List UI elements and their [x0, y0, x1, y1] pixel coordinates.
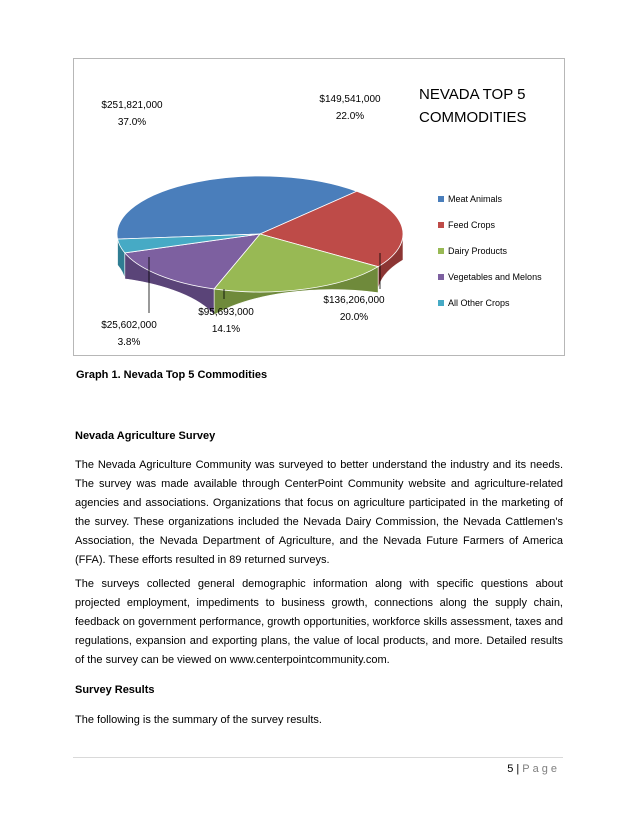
data-label-value-2: $149,541,000 — [319, 94, 381, 105]
section-heading-results: Survey Results — [75, 684, 155, 696]
data-label-percent-5: 3.8% — [117, 337, 141, 348]
legend-swatch-1 — [438, 196, 444, 202]
chart-title-line-2: COMMODITIES — [419, 109, 527, 126]
section-heading-survey: Nevada Agriculture Survey — [75, 430, 216, 442]
legend-label-3: Dairy Products — [448, 246, 508, 256]
data-label-percent-4: 14.1% — [211, 324, 241, 335]
results-paragraph: The following is the summary of the survey results. — [75, 714, 322, 726]
data-label-percent-2: 22.0% — [335, 111, 365, 122]
page-footer — [507, 763, 560, 775]
legend-swatch-5 — [438, 300, 444, 306]
legend-label-4: Vegetables and Melons — [448, 272, 542, 282]
legend-swatch-2 — [438, 222, 444, 228]
legend-swatch-4 — [438, 274, 444, 280]
data-label-value-3: $136,206,000 — [323, 295, 385, 306]
data-label-value-1: $251,821,000 — [101, 100, 163, 111]
survey-paragraph-2: The surveys collected general demographic information along with specific questions about projected employment, impediments to business growth, connections along the supply chain, feedback on government performance, growth opportunities, workforce skills assessment, taxes and regulations, expansion and exporting plans, the value of local products, and more. Detailed results of the survey can be viewed on www.centerpointcommunity.com. — [75, 578, 563, 666]
legend-swatch-3 — [438, 248, 444, 254]
data-label-percent-3: 20.0% — [339, 312, 369, 323]
legend-label-1: Meat Animals — [448, 194, 503, 204]
footer-rule — [73, 757, 563, 758]
pie-chart-frame — [73, 58, 565, 356]
survey-paragraph-1: The Nevada Agriculture Community was surveyed to better understand the industry and its needs. The survey was made available through CenterPoint Community website and agriculture-related agencies and associations. Organizations that focus on agriculture participated in the marketing of the survey. These organizations included the Nevada Dairy Commission, the Nevada Cattlemen's Association, the Nevada Department of Agriculture, and the Nevada Future Farmers of America (FFA). These efforts resulted in 89 returned surveys. — [75, 459, 563, 566]
page-word: Page — [522, 763, 560, 775]
legend-label-5: All Other Crops — [448, 298, 510, 308]
pie-chart — [74, 59, 564, 355]
footer-separator: | — [516, 763, 520, 775]
legend-label-2: Feed Crops — [448, 220, 496, 230]
page-number: 5 — [507, 763, 514, 775]
chart-title-line-1: NEVADA TOP 5 — [419, 86, 526, 103]
graph-caption: Graph 1. Nevada Top 5 Commodities — [76, 369, 268, 381]
data-label-percent-1: 37.0% — [117, 117, 147, 128]
data-label-value-4: $95,693,000 — [198, 307, 254, 318]
data-label-value-5: $25,602,000 — [101, 320, 157, 331]
